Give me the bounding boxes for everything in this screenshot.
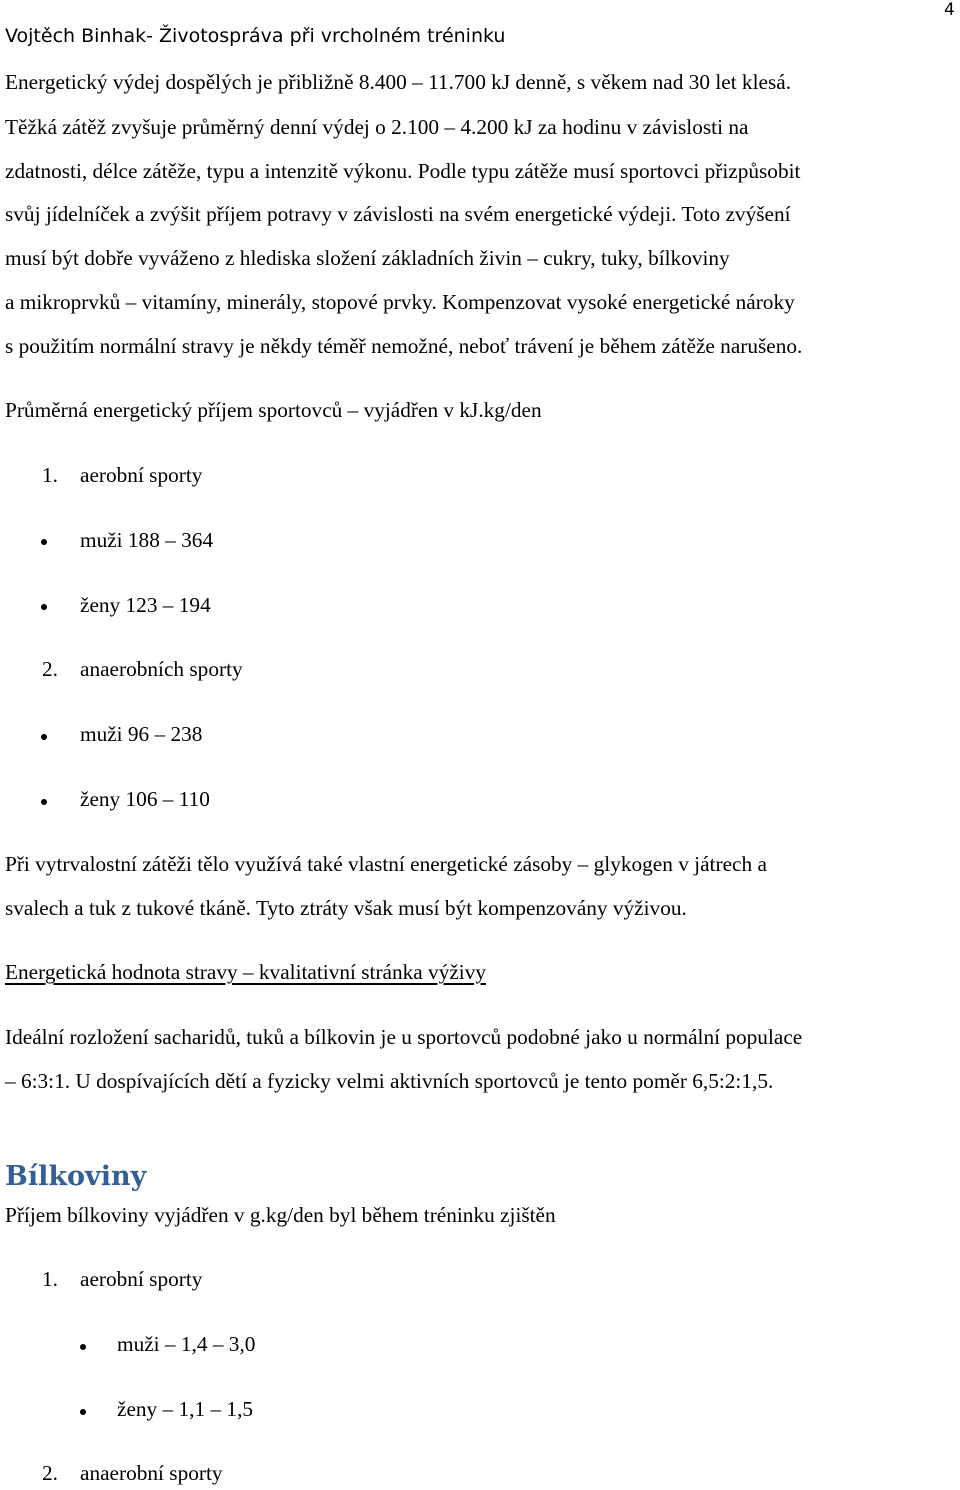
protein-heading: Bílkoviny: [5, 1161, 147, 1192]
text-line: s použitím normální stravy je někdy téměř nemožné, neboť trávení je během zátěže narušeno.: [5, 334, 803, 358]
text-line: svůj jídelníček a zvýšit příjem potravy v závislosti na svém energetické výdeji. Toto zvýšení: [5, 202, 791, 226]
text-line: Těžká zátěž zvyšuje průměrný denní výdej o 2.100 – 4.200 kJ za hodinu v závislosti na: [5, 115, 749, 139]
list-item: ženy 123 – 194: [80, 593, 211, 617]
list-item: ženy 106 – 110: [80, 787, 210, 811]
list-item: muži 96 – 238: [80, 722, 203, 746]
bullet-icon: [41, 799, 47, 805]
running-header-title: Vojtěch Binhak- Životospráva při vrcholném tréninku: [5, 25, 506, 47]
list-number: 2.: [42, 1461, 58, 1485]
text-line: Ideální rozložení sacharidů, tuků a bílkovin je u sportovců podobné jako u normální populace: [5, 1025, 803, 1049]
list-item: muži – 1,4 – 3,0: [117, 1332, 256, 1356]
bullet-icon: [41, 539, 47, 545]
text-line: Při vytrvalostní zátěži tělo využívá také vlastní energetické zásoby – glykogen v játrech a: [5, 852, 767, 876]
protein-intro: Příjem bílkoviny vyjádřen v g.kg/den byl během tréninku zjištěn: [5, 1203, 556, 1227]
page-number: 4: [944, 0, 955, 20]
text-line: svalech a tuk z tukové tkáně. Tyto ztráty však musí být kompenzovány výživou.: [5, 896, 687, 920]
list-number: 2.: [42, 657, 58, 681]
energy-intake-title: Průměrná energetický příjem sportovců – vyjádřen v kJ.kg/den: [5, 398, 542, 422]
bullet-icon: [41, 604, 47, 610]
list-item: ženy – 1,1 – 1,5: [117, 1397, 254, 1421]
list-item-label: aerobní sporty: [80, 1267, 203, 1291]
list-item-label: aerobní sporty: [80, 463, 203, 487]
section-subtitle: Energetická hodnota stravy – kvalitativní stránka výživy: [5, 960, 487, 984]
bullet-icon: [41, 734, 47, 740]
text-line: zdatnosti, délce zátěže, typu a intenzitě výkonu. Podle typu zátěže musí sportovci přizpůsobit: [5, 159, 801, 183]
list-number: 1.: [42, 1267, 58, 1291]
list-item-label: anaerobních sporty: [80, 657, 243, 681]
list-item: muži 188 – 364: [80, 528, 214, 552]
text-line: a mikroprvků – vitamíny, minerály, stopové prvky. Kompenzovat vysoké energetické nároky: [5, 290, 795, 314]
text-line: – 6:3:1. U dospívajících dětí a fyzicky velmi aktivních sportovců je tento poměr 6,5:2:1,5.: [5, 1069, 774, 1093]
text-line: musí být dobře vyváženo z hlediska složení základních živin – cukry, tuky, bílkoviny: [5, 246, 730, 270]
list-number: 1.: [42, 463, 58, 487]
list-item-label: anaerobní sporty: [80, 1461, 223, 1485]
text-line: Energetický výdej dospělých je přibližně 8.400 – 11.700 kJ denně, s věkem nad 30 let klesá.: [5, 70, 792, 94]
bullet-icon: [80, 1409, 86, 1415]
bullet-icon: [80, 1344, 86, 1350]
